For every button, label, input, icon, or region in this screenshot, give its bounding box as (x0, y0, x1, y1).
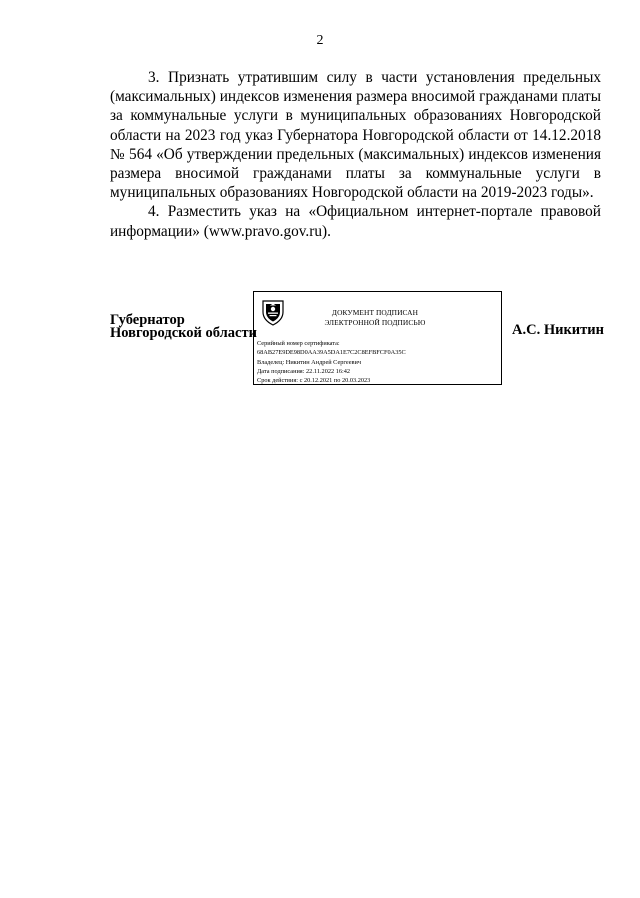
signer-position (110, 314, 257, 340)
certificate-owner: Владелец: Никитин Андрей Сергеевич (257, 358, 362, 366)
signer-name: А.С. Никитин (512, 322, 604, 338)
certificate-label: Серийный номер сертификата: (257, 340, 340, 347)
certificate-validity: Срок действия: с 20.12.2021 по 20.03.2023 (257, 377, 371, 385)
document-body (110, 68, 601, 241)
stamp-heading (300, 308, 450, 328)
signing-date: Дата подписания: 22.11.2022 16:42 (257, 367, 351, 375)
stamp-details (257, 339, 406, 385)
stamp-heading-line1: ДОКУМЕНТ ПОДПИСАН (331, 308, 419, 317)
stamp-heading-line2: ЭЛЕКТРОННОЙ ПОДПИСЬЮ (324, 318, 426, 327)
paragraph-3: 3. Признать утратившим силу в части установления предельных (максимальных) индексов изменения размера вносимой гражданами платы за коммунальные услуги в муниципальных образованиях Новгородской области на 2023 год указ Губернатора Новгородской области от 14.12.2018 № 564 «Об утверждении предельных (максимальных) индексов изменения размера вносимой гражданами платы за коммунальные услуги в муниципальных образованиях Новгородской области на 2019-2023 годы». (110, 69, 601, 202)
electronic-signature-stamp (253, 291, 502, 385)
signer-position-line2: Новгородской области (110, 325, 257, 341)
signer-position-line1: Губернатор (110, 312, 185, 328)
certificate-number: 68AB27E9DE98D0AA39A5DA1E7C2C8EFBFCF0A35C (257, 349, 406, 357)
coat-of-arms-icon (259, 298, 287, 326)
paragraph-4: 4. Разместить указ на «Официальном интернет-портале правовой информации» (www.pravo.gov.ru). (110, 203, 601, 240)
page-number: 2 (316, 33, 324, 48)
